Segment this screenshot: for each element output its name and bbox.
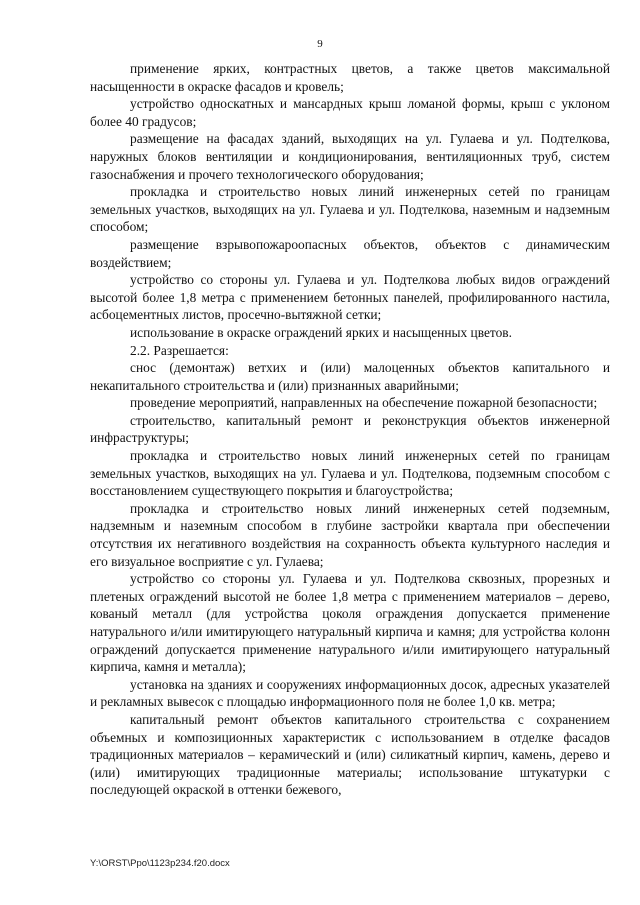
section-heading-allowed: 2.2. Разрешается:: [130, 342, 229, 358]
paragraph-capital-repair: капитальный ремонт объектов капитального строительства с сохранением объемных и композиционных характеристик с использованием в отделке фасадов традиционных материалов – керамический и (или) силикатный кирпич, камень, дерево и (или) имитирующих традиционные материалы; использование штукатурки с последующей окраской в оттенки бежевого,: [90, 711, 610, 798]
paragraph-network-lines-underground: прокладка и строительство новых линий инженерных сетей по границам земельных участков, выходящих на ул. Гулаева и ул. Подтелкова, подземным способом с восстановлением существующего покрытия и благоустройства;: [90, 448, 610, 499]
document-body: [90, 60, 610, 799]
paragraph-explosive-objects: размещение взрывопожароопасных объектов, объектов с динамическим воздействием;: [90, 236, 610, 270]
paragraph-fire-safety: проведение мероприятий, направленных на обеспечение пожарной безопасности;: [130, 395, 598, 411]
paragraph-fence-colors: использование в окраске ограждений ярких и насыщенных цветов.: [130, 324, 512, 340]
paragraph-fences-prohibited: устройство со стороны ул. Гулаева и ул. Подтелкова любых видов ограждений высотой более 1,8 метра с применением бетонных панелей, профилированного настила, асбоцементных листов, просечно-вытяжной сетки;: [90, 272, 610, 323]
paragraph-demolition: снос (демонтаж) ветхих и (или) малоценных объектов капитального и некапитального строительства и (или) признанных аварийными;: [90, 360, 610, 393]
paragraph-network-lines-above-ground: прокладка и строительство новых линий инженерных сетей по границам земельных участков, выходящих на ул. Гулаева и ул. Подтелкова, наземным и надземным способом;: [90, 184, 610, 235]
paragraph-fences-allowed: устройство со стороны ул. Гулаева и ул. Подтелкова сквозных, прорезных и плетеных ограждений высотой не более 1,8 метра с применением материалов – дерево, кованый металл (для устройства цоколя ограждения допускается применение натурального и/или имитирующего натуральный кирпича и камня; для устройства колонн ограждений допускается применение натурального и/или имитирующего натуральный кирпича, камня и металла);: [90, 571, 610, 675]
footer-file-path: Y:\ORST\Ppo\1123p234.f20.docx: [90, 858, 230, 869]
page-number: 9: [317, 38, 323, 50]
paragraph-signage: установка на зданиях и сооружениях информационных досок, адресных указателей и рекламных вывесок с площадью информационного поля не более 1,0 кв. метра;: [90, 676, 610, 710]
paragraph-bright-colors: применение ярких, контрастных цветов, а также цветов максимальной насыщенности в окраске фасадов и кровель;: [90, 61, 610, 94]
paragraph-infrastructure: строительство, капитальный ремонт и реконструкция объектов инженерной инфраструктуры;: [90, 412, 610, 446]
paragraph-facade-equipment: размещение на фасадах зданий, выходящих на ул. Гулаева и ул. Подтелкова, наружных блоков вентиляции и кондиционирования, вентиляционных труб, систем газоснабжения и прочего технологического оборудования;: [90, 131, 610, 182]
paragraph-network-lines-interior: прокладка и строительство новых линий инженерных сетей подземным, надземным и наземным способом в глубине застройки квартала при обеспечении отсутствия их негативного воздействия на сохранность объекта культурного наследия и его визуальное восприятие с ул. Гулаева;: [90, 500, 610, 569]
paragraph-roofs: устройство односкатных и мансардных крыш ломаной формы, крыш с уклоном более 40 градусов;: [90, 96, 610, 129]
